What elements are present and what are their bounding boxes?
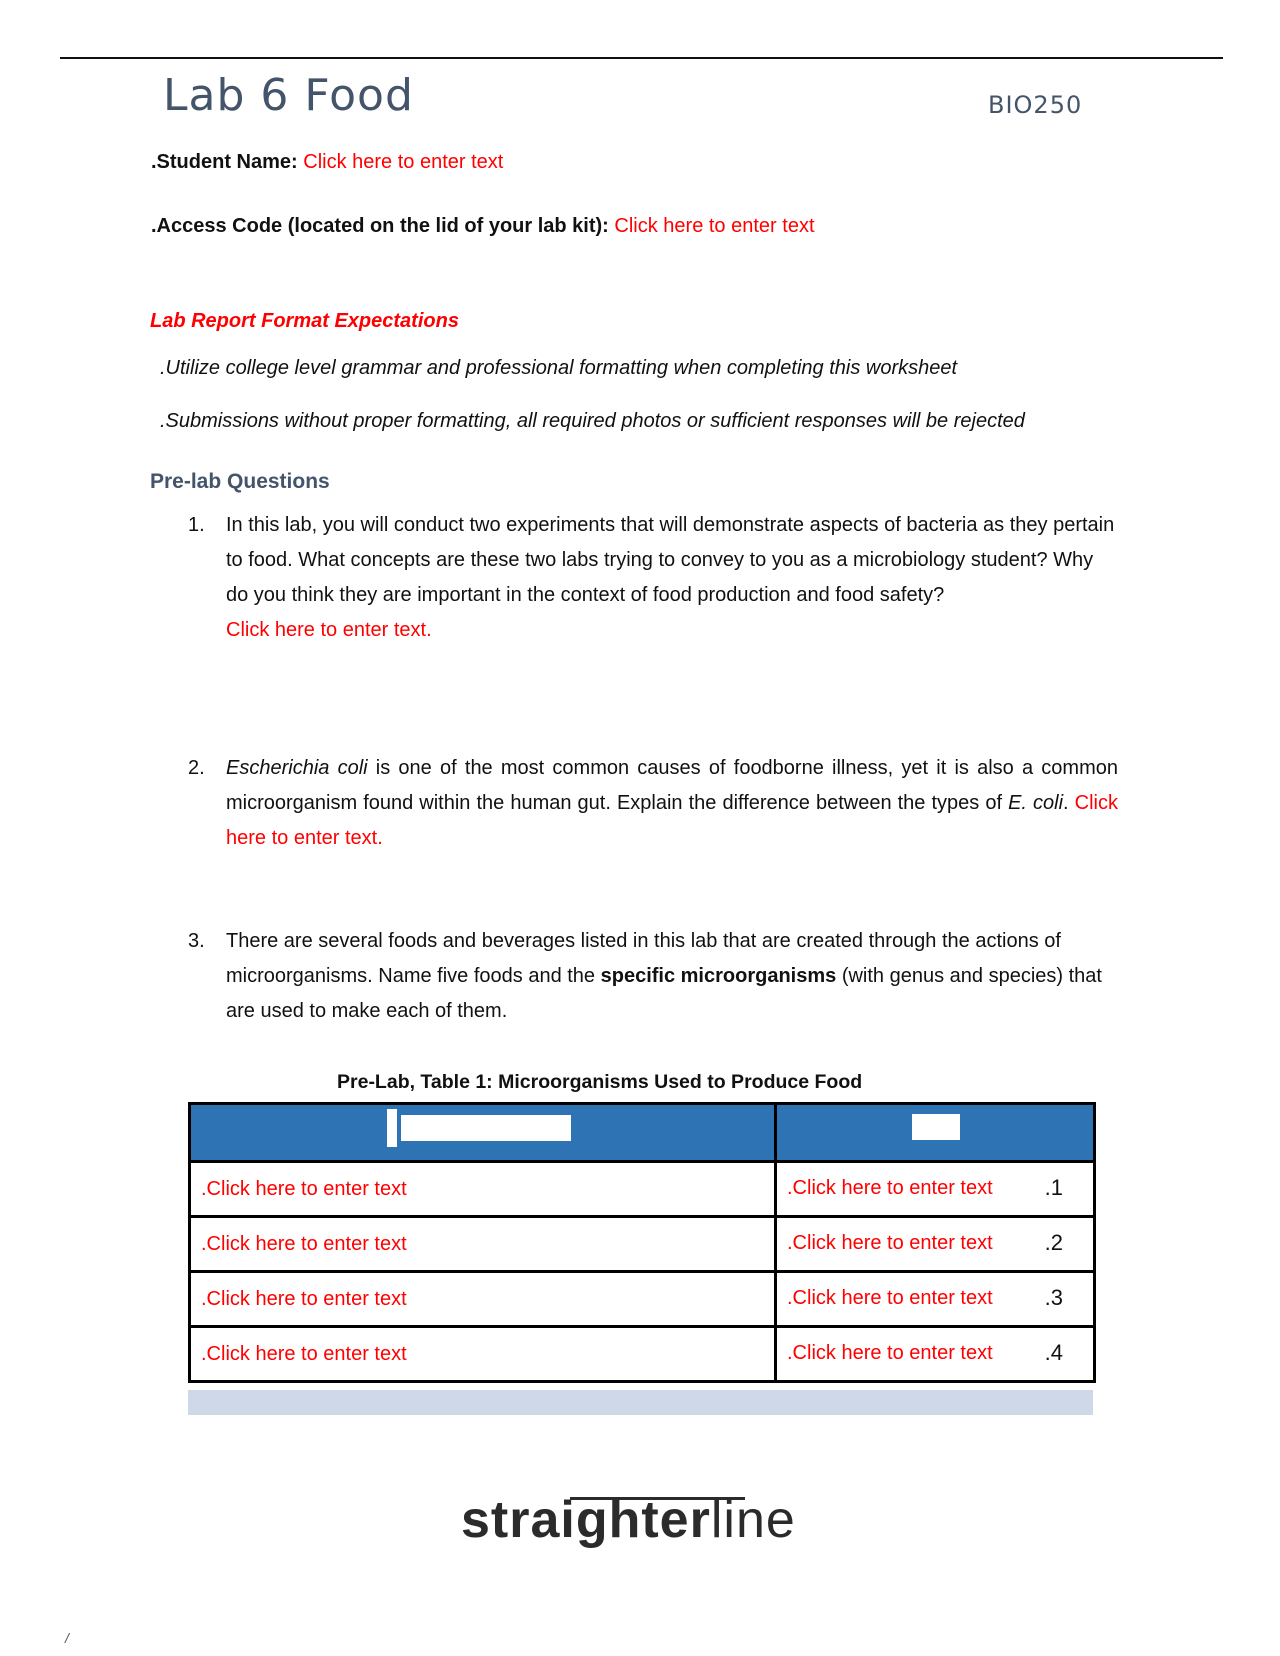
row-number: .1 (1044, 1175, 1063, 1200)
question-2-punct: . (1063, 792, 1075, 814)
table-row (190, 1217, 1095, 1272)
question-1 (188, 508, 1118, 648)
microorganism-cell (776, 1162, 1095, 1217)
table-row (190, 1327, 1095, 1382)
question-3 (188, 924, 1118, 1029)
format-heading: Lab Report Format Expectations (150, 310, 459, 332)
logo-light-text: line (710, 1491, 796, 1549)
table-header-right (776, 1104, 1095, 1162)
question-1-text: In this lab, you will conduct two experiments that will demonstrate aspects of bacteria as they pertain to food. What concepts are these two labs trying to convey to you as a microbiology student? Why do you think they are important in the context of food production and food safety? (226, 514, 1115, 606)
top-rule (60, 57, 1223, 59)
access-code-input[interactable]: Click here to enter text (614, 215, 815, 237)
microorganism-cell (776, 1327, 1095, 1382)
question-2-answer[interactable]: Click here to enter text. (226, 792, 1118, 849)
logo-bold-text: straighter (461, 1491, 711, 1549)
question-2-organism-short: E. coli (1008, 792, 1064, 814)
table-shadow (188, 1390, 1093, 1415)
food-table (188, 1102, 1096, 1383)
table-row (190, 1272, 1095, 1327)
format-item-1: .Utilize college level grammar and professional formatting when completing this worksheet (160, 357, 958, 379)
question-3-bold: specific microorganisms (600, 965, 837, 987)
table-header-left (190, 1104, 776, 1162)
food-input[interactable]: .Click here to enter text (190, 1217, 776, 1272)
microorganism-input[interactable]: .Click here to enter text (787, 1342, 993, 1364)
course-code: BIO250 (988, 91, 1083, 119)
food-input[interactable]: .Click here to enter text (190, 1327, 776, 1382)
page-mark: / (65, 1630, 69, 1646)
microorganism-input[interactable]: .Click here to enter text (787, 1177, 993, 1199)
table-caption: Pre-Lab, Table 1: Microorganisms Used to Produce Food (337, 1071, 863, 1093)
row-number: .4 (1044, 1340, 1063, 1365)
question-1-answer[interactable]: Click here to enter text. (226, 619, 432, 641)
table-row (190, 1162, 1095, 1217)
microorganism-input[interactable]: .Click here to enter text (787, 1287, 993, 1309)
question-2 (188, 751, 1118, 856)
question-2-organism: Escherichia coli (226, 757, 368, 779)
question-1-number: 1. (188, 514, 205, 536)
question-3-text-a: There are several foods and beverages listed in this lab that are created through the actions of microorganisms. Name five foods and the (226, 930, 1061, 987)
microorganism-cell (776, 1272, 1095, 1327)
student-name-input[interactable]: Click here to enter text (303, 151, 504, 173)
table-header-row (190, 1104, 1095, 1162)
food-input[interactable]: .Click here to enter text (190, 1162, 776, 1217)
header-redaction-left (401, 1115, 571, 1141)
food-input[interactable]: .Click here to enter text (190, 1272, 776, 1327)
student-name-label: .Student Name: (151, 151, 298, 173)
header-redaction-right (912, 1114, 960, 1140)
student-name-field (151, 151, 503, 174)
question-3-number: 3. (188, 930, 205, 952)
access-code-label: .Access Code (located on the lid of your lab kit): (151, 215, 609, 237)
question-3-text-b: (with genus and species) that are used to make each of them. (226, 965, 1102, 1022)
row-number: .3 (1044, 1285, 1063, 1310)
question-2-number: 2. (188, 757, 205, 779)
microorganism-cell (776, 1217, 1095, 1272)
question-2-text: is one of the most common causes of foodborne illness, yet it is also a common microorganism found within the human gut. Explain the difference between the types of (226, 757, 1118, 814)
page-title: Lab 6 Food (163, 70, 414, 121)
straighterline-logo (461, 1490, 796, 1550)
prelab-heading: Pre-lab Questions (150, 470, 330, 493)
format-item-2: .Submissions without proper formatting, all required photos or sufficient responses will be rejected (160, 410, 1025, 432)
access-code-field (151, 215, 815, 238)
microorganism-input[interactable]: .Click here to enter text (787, 1232, 993, 1254)
row-number: .2 (1044, 1230, 1063, 1255)
